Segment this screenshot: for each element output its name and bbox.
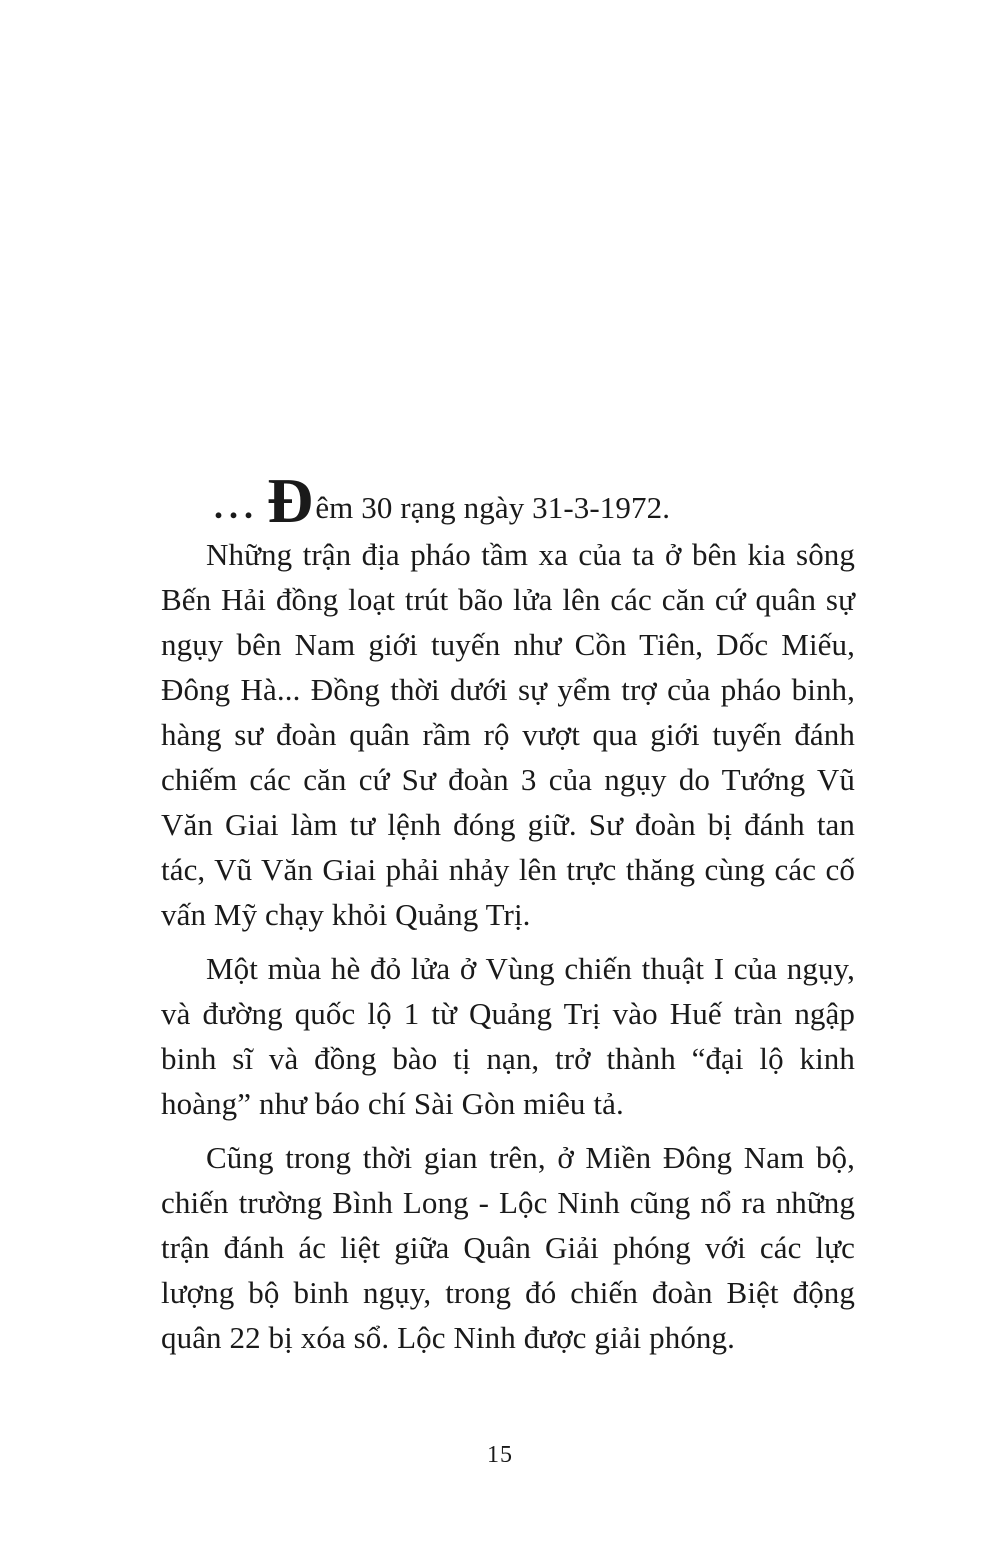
drop-cap: Đ [267, 465, 314, 536]
opening-line [161, 465, 855, 536]
page-number: 15 [487, 1442, 513, 1468]
paragraph-2: Một mùa hè đỏ lửa ở Vùng chiến thuật I của ngụy, và đường quốc lộ 1 từ Quảng Trị vào Huế tràn ngập binh sĩ và đồng bào tị nạn, trở thành “đại lộ kinh hoàng” như báo chí Sài Gòn miêu tả. [161, 951, 855, 1121]
paragraph-1: Những trận địa pháo tầm xa của ta ở bên kia sông Bến Hải đồng loạt trút bão lửa lên các căn cứ quân sự ngụy bên Nam giới tuyến như Cồn Tiên, Dốc Miếu, Đông Hà... Đồng thời dưới sự yểm trợ của pháo binh, hàng sư đoàn quân rầm rộ vượt qua giới tuyến đánh chiếm các căn cứ Sư đoàn 3 của ngụy do Tướng Vũ Văn Giai làm tư lệnh đóng giữ. Sư đoàn bị đánh tan tác, Vũ Văn Giai phải nhảy lên trực thăng cùng các cố vấn Mỹ chạy khỏi Quảng Trị. [161, 537, 855, 932]
paragraph-3: Cũng trong thời gian trên, ở Miền Đông Nam bộ, chiến trường Bình Long - Lộc Ninh cũng nổ ra những trận đánh ác liệt giữa Quân Giải phóng với các lực lượng bộ binh ngụy, trong đó chiến đoàn Biệt động quân 22 bị xóa sổ. Lộc Ninh được giải phóng. [161, 1140, 855, 1355]
opening-text: êm 30 rạng ngày 31-3-1972. [315, 490, 671, 525]
opening-ellipsis: ... [214, 486, 259, 526]
chapter-text [161, 465, 855, 1369]
